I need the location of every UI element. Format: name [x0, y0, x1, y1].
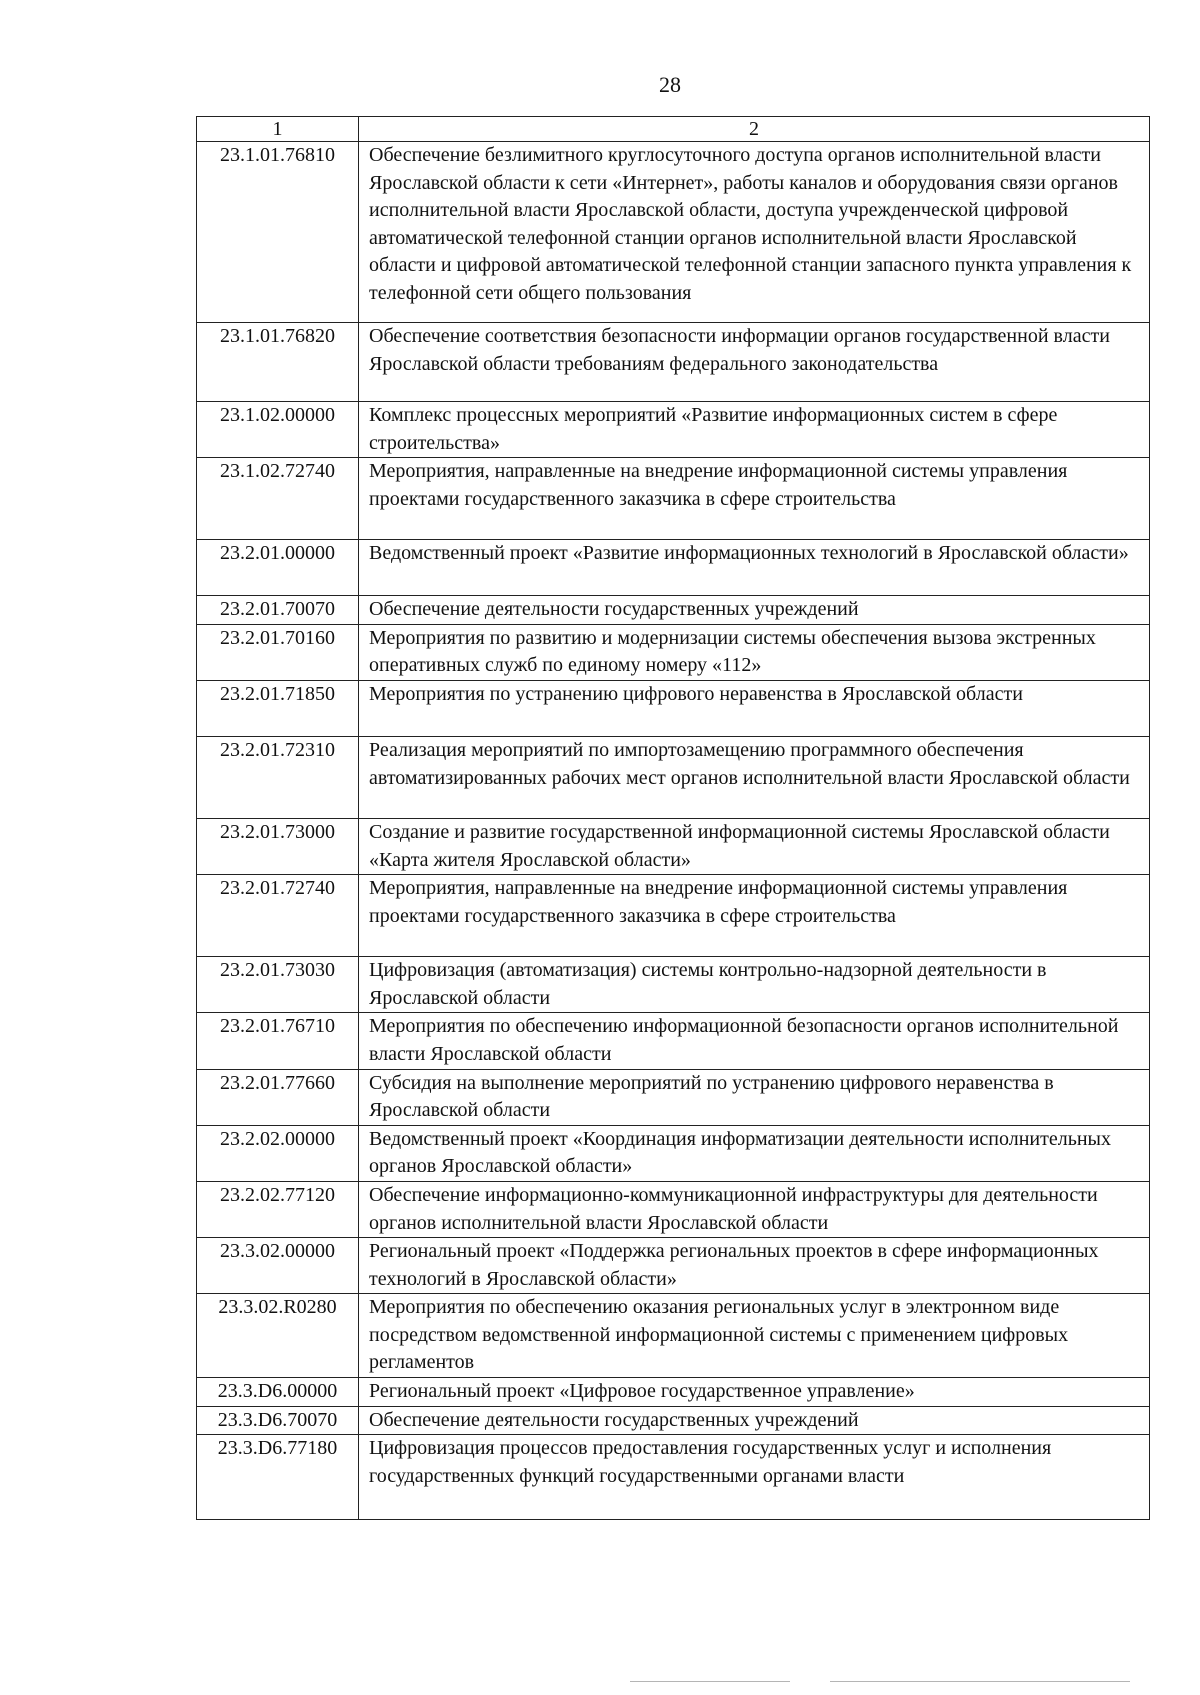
table-row [197, 1125, 1150, 1181]
row-code: 23.1.01.76820 [197, 323, 359, 402]
page-number: 28 [659, 72, 681, 97]
row-code: 23.1.02.00000 [197, 402, 359, 458]
row-description: Реализация мероприятий по импортозамещению программного обеспечения автоматизированных рабочих мест органов исполнительной власти Ярославской области [359, 736, 1150, 818]
row-code: 23.2.02.00000 [197, 1125, 359, 1181]
row-description: Создание и развитие государственной информационной системы Ярославской области «Карта жителя Ярославской области» [359, 818, 1150, 874]
row-description: Обеспечение соответствия безопасности информации органов государственной власти Ярославской области требованиям федерального законодательства [359, 323, 1150, 402]
table-row [197, 875, 1150, 957]
row-code: 23.2.01.70160 [197, 624, 359, 680]
row-description: Обеспечение деятельности государственных учреждений [359, 596, 1150, 625]
row-code: 23.2.01.77660 [197, 1069, 359, 1125]
table-row [197, 323, 1150, 402]
row-description: Мероприятия по обеспечению оказания региональных услуг в электронном виде посредством ведомственной информационной системы с применением цифровых регламентов [359, 1294, 1150, 1378]
table-row [197, 1378, 1150, 1407]
table-row [197, 142, 1150, 323]
scan-edge-line [830, 1681, 1130, 1682]
row-code: 23.2.01.72740 [197, 875, 359, 957]
table-row [197, 957, 1150, 1013]
table-row [197, 1294, 1150, 1378]
row-code: 23.2.01.00000 [197, 540, 359, 596]
row-code: 23.2.01.76710 [197, 1013, 359, 1069]
table-row [197, 624, 1150, 680]
row-code: 23.2.01.71850 [197, 680, 359, 736]
row-code: 23.2.01.73030 [197, 957, 359, 1013]
row-description: Цифровизация (автоматизация) системы контрольно-надзорной деятельности в Ярославской области [359, 957, 1150, 1013]
scan-edge-line [630, 1681, 790, 1682]
table-row [197, 1069, 1150, 1125]
table-row [197, 1013, 1150, 1069]
table-row [197, 596, 1150, 625]
table-header-row [197, 117, 1150, 142]
table-row [197, 540, 1150, 596]
column-header-1: 1 [197, 117, 359, 142]
table-row [197, 736, 1150, 818]
table-row [197, 680, 1150, 736]
row-description: Региональный проект «Поддержка региональных проектов в сфере информационных технологий в Ярославской области» [359, 1238, 1150, 1294]
row-code: 23.2.02.77120 [197, 1181, 359, 1237]
row-description: Цифровизация процессов предоставления государственных услуг и исполнения государственных функций государственными органами власти [359, 1435, 1150, 1520]
table-row [197, 402, 1150, 458]
row-code: 23.2.01.70070 [197, 596, 359, 625]
row-code: 23.2.01.73000 [197, 818, 359, 874]
row-description: Мероприятия, направленные на внедрение информационной системы управления проектами государственного заказчика в сфере строительства [359, 875, 1150, 957]
row-code: 23.3.D6.77180 [197, 1435, 359, 1520]
row-code: 23.1.01.76810 [197, 142, 359, 323]
row-description: Мероприятия, направленные на внедрение информационной системы управления проектами государственного заказчика в сфере строительства [359, 458, 1150, 540]
row-code: 23.3.D6.70070 [197, 1406, 359, 1435]
table-row [197, 458, 1150, 540]
row-code: 23.3.D6.00000 [197, 1378, 359, 1407]
row-code: 23.3.02.00000 [197, 1238, 359, 1294]
table-row [197, 1435, 1150, 1520]
row-description: Региональный проект «Цифровое государственное управление» [359, 1378, 1150, 1407]
row-description: Обеспечение безлимитного круглосуточного доступа органов исполнительной власти Ярославской области к сети «Интернет», работы каналов и оборудования связи органов исполнительной власти Ярославской области, доступа учрежденческой цифровой автоматической телефонной станции органов исполнительной власти Ярославской области и цифровой автоматической телефонной станции запасного пункта управления к телефонной сети общего пользования [359, 142, 1150, 323]
row-description: Обеспечение деятельности государственных учреждений [359, 1406, 1150, 1435]
row-code: 23.3.02.R0280 [197, 1294, 359, 1378]
table-row [197, 818, 1150, 874]
row-code: 23.1.02.72740 [197, 458, 359, 540]
row-description: Субсидия на выполнение мероприятий по устранению цифрового неравенства в Ярославской области [359, 1069, 1150, 1125]
row-description: Мероприятия по обеспечению информационной безопасности органов исполнительной власти Ярославской области [359, 1013, 1150, 1069]
budget-classification-table [196, 116, 1150, 1520]
row-description: Комплекс процессных мероприятий «Развитие информационных систем в сфере строительства» [359, 402, 1150, 458]
row-description: Мероприятия по развитию и модернизации системы обеспечения вызова экстренных оперативных служб по единому номеру «112» [359, 624, 1150, 680]
table-row [197, 1406, 1150, 1435]
column-header-2: 2 [359, 117, 1150, 142]
row-code: 23.2.01.72310 [197, 736, 359, 818]
row-description: Ведомственный проект «Развитие информационных технологий в Ярославской области» [359, 540, 1150, 596]
row-description: Ведомственный проект «Координация информатизации деятельности исполнительных органов Ярославской области» [359, 1125, 1150, 1181]
table-row [197, 1238, 1150, 1294]
row-description: Мероприятия по устранению цифрового неравенства в Ярославской области [359, 680, 1150, 736]
table-row [197, 1181, 1150, 1237]
row-description: Обеспечение информационно-коммуникационной инфраструктуры для деятельности органов исполнительной власти Ярославской области [359, 1181, 1150, 1237]
